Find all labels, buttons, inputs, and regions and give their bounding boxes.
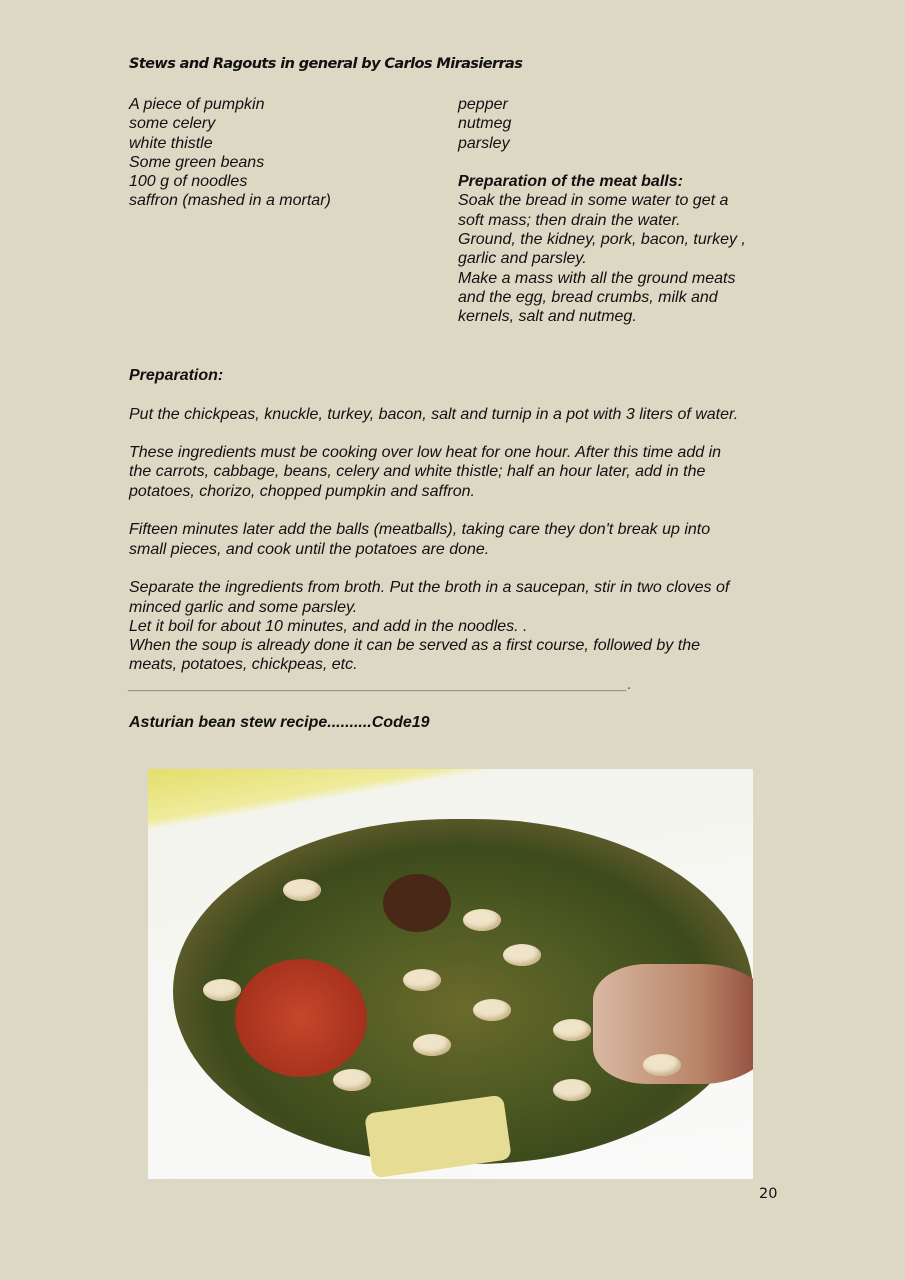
ingredients-left-column [129,95,449,211]
bean [553,1019,591,1041]
text-line: Fifteen minutes later add the balls (meatballs), taking care they don't break up into [129,521,711,539]
bean [553,1079,591,1101]
paragraph [129,443,789,501]
morcilla [383,874,451,932]
bean [643,1054,681,1076]
paragraph [129,520,789,559]
running-header: Stews and Ragouts in general by Carlos Mirasierras [129,56,523,72]
meatballs-line: Make a mass with all the ground meats [458,269,736,287]
bean [283,879,321,901]
ingredient: Some green beans [129,153,265,171]
page-number: 20 [759,1186,778,1202]
ingredient: A piece of pumpkin [129,96,265,113]
text-line: the carrots, cabbage, beans, celery and white thistle; half an hour later, add in the [129,463,706,481]
ingredient: 100 g of noodles [129,173,248,191]
chorizo-slice [235,959,367,1077]
paragraph [129,578,789,694]
text-line: minced garlic and some parsley. [129,598,358,616]
potato-chunk [364,1095,512,1179]
text-line: Put the chickpeas, knuckle, turkey, bacon, salt and turnip in a pot with 3 liters of water. [129,405,739,423]
meatballs-heading: Preparation of the meat balls: [458,173,683,191]
bean [503,944,541,966]
separator-line: ________________________________________________________. [129,675,632,693]
meatballs-line: kernels, salt and nutmeg. [458,308,637,326]
meatballs-line: garlic and parsley. [458,250,587,268]
meatballs-line: soft mass; then drain the water. [458,211,681,229]
next-recipe-title: Asturian bean stew recipe..........Code19 [129,714,430,732]
paragraph [129,405,789,424]
bean [333,1069,371,1091]
ingredient: pepper [458,96,508,113]
bean-stew-photo [148,769,753,1179]
preparation-heading: Preparation: [129,367,224,384]
meatballs-line: Soak the bread in some water to get a [458,192,729,210]
meatballs-line: and the egg, bread crumbs, milk and [458,288,718,306]
ingredient: some celery [129,115,216,133]
bean [203,979,241,1001]
text-line: When the soup is already done it can be served as a first course, followed by the [129,637,700,655]
ingredient: parsley [458,134,510,152]
ingredients-right-column [458,95,778,327]
text-line: These ingredients must be cooking over low heat for one hour. After this time add in [129,444,722,462]
text-line: meats, potatoes, chickpeas, etc. [129,656,358,674]
bean [473,999,511,1021]
bean [463,909,501,931]
ingredient: nutmeg [458,115,512,133]
stew-bowl [173,819,753,1164]
ingredient: white thistle [129,134,213,152]
bean [403,969,441,991]
text-line: Separate the ingredients from broth. Put the broth in a saucepan, stir in two cloves of [129,579,730,597]
ingredient: saffron (mashed in a mortar) [129,192,331,210]
bean [413,1034,451,1056]
text-line: Let it boil for about 10 minutes, and add in the noodles. . [129,617,528,635]
preparation-section [129,366,789,752]
meatballs-line: Ground, the kidney, pork, bacon, turkey , [458,231,746,249]
text-line: small pieces, and cook until the potatoes are done. [129,540,490,558]
text-line: potatoes, chorizo, chopped pumpkin and saffron. [129,482,475,500]
